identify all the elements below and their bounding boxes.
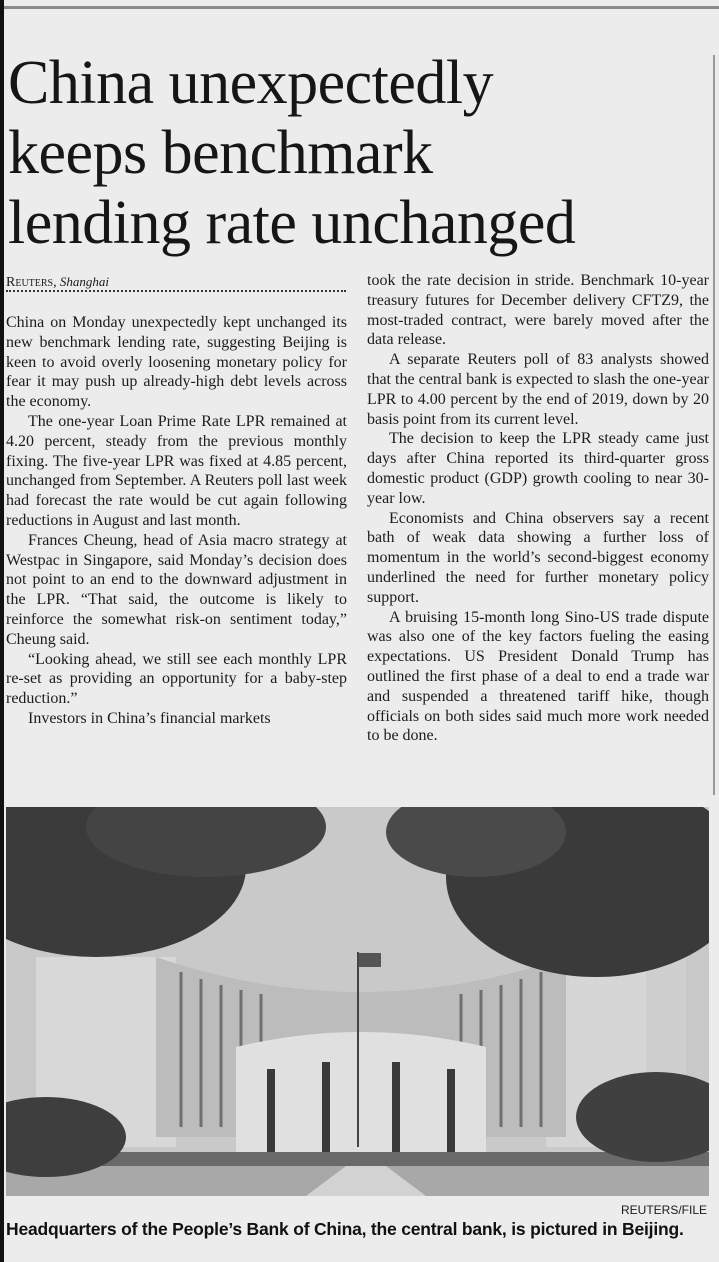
paragraph: A bruising 15-month long Sino-US trade dispute was also one of the key factors fueling the easing expectations. US President Donald Trump has outlined the first phase of a deal to end a trade war and suspended a threatened tariff hike, though officials on both sides said much more work needed to be done. [367, 608, 709, 745]
headline-line-3: lending rate unchanged [8, 189, 576, 257]
paragraph: Frances Cheung, head of Asia macro strategy at Westpac in Singapore, said Monday’s decision does not point to an end to the downward adjustment in the LPR. “That said, the outcome is likely to reinforce the somewhat risk-on sentiment today,” Cheung said. [6, 531, 347, 648]
paragraph: “Looking ahead, we still see each monthly LPR re-set as providing an opportunity for a baby-step reduction.” [6, 650, 347, 708]
paragraph: The decision to keep the LPR steady came just days after China reported its third-quarter gross domestic product (GDP) growth cooling to near 30-year low. [367, 430, 709, 507]
paragraph: Investors in China’s financial markets [28, 709, 271, 727]
byline-agency: Reuters, [6, 275, 57, 290]
paragraph: took the rate decision in stride. Benchmark 10-year treasury futures for December delivery CFTZ9, the most-traded contract, were barely moved after the data release. [367, 272, 709, 349]
paragraph: China on Monday unexpectedly kept unchanged its new benchmark lending rate, suggesting Beijing is keen to avoid overly loosening monetary policy for fear it may push up already-high debt levels across the economy. [6, 314, 347, 411]
bank-headquarters-image [6, 807, 709, 1196]
paragraph: The one-year Loan Prime Rate LPR remained at 4.20 percent, steady from the previous monthly fixing. The five-year LPR was fixed at 4.85 percent, unchanged from September. A Reuters poll last week had forecast the rate would be cut again following reductions in August and last month. [6, 412, 347, 529]
top-rule [4, 6, 719, 9]
photo-caption: Headquarters of the People’s Bank of China, the central bank, is pictured in Beijing. [6, 1219, 684, 1239]
page-left-border [0, 0, 4, 1262]
byline [6, 274, 109, 291]
headline [8, 48, 713, 258]
paragraph: A separate Reuters poll of 83 analysts showed that the central bank is expected to slash the one-year LPR to 4.00 percent by the end of 2019, down by 20 basis point from its current level. [367, 351, 709, 428]
dotted-divider [6, 290, 346, 292]
article-column-left [6, 313, 347, 729]
news-photo [6, 807, 709, 1196]
paragraph: Economists and China observers say a recent bath of weak data showing a further loss of momentum in the world’s second-biggest economy underlined the need for further monetary policy support. [367, 509, 709, 606]
page-right-border [713, 55, 715, 795]
article-column-right [367, 271, 709, 746]
photo-credit: REUTERS/FILE [620, 1203, 707, 1217]
headline-line-1: China unexpectedly [8, 49, 494, 117]
byline-city: Shanghai [59, 274, 109, 289]
headline-line-2: keeps benchmark [8, 119, 433, 187]
